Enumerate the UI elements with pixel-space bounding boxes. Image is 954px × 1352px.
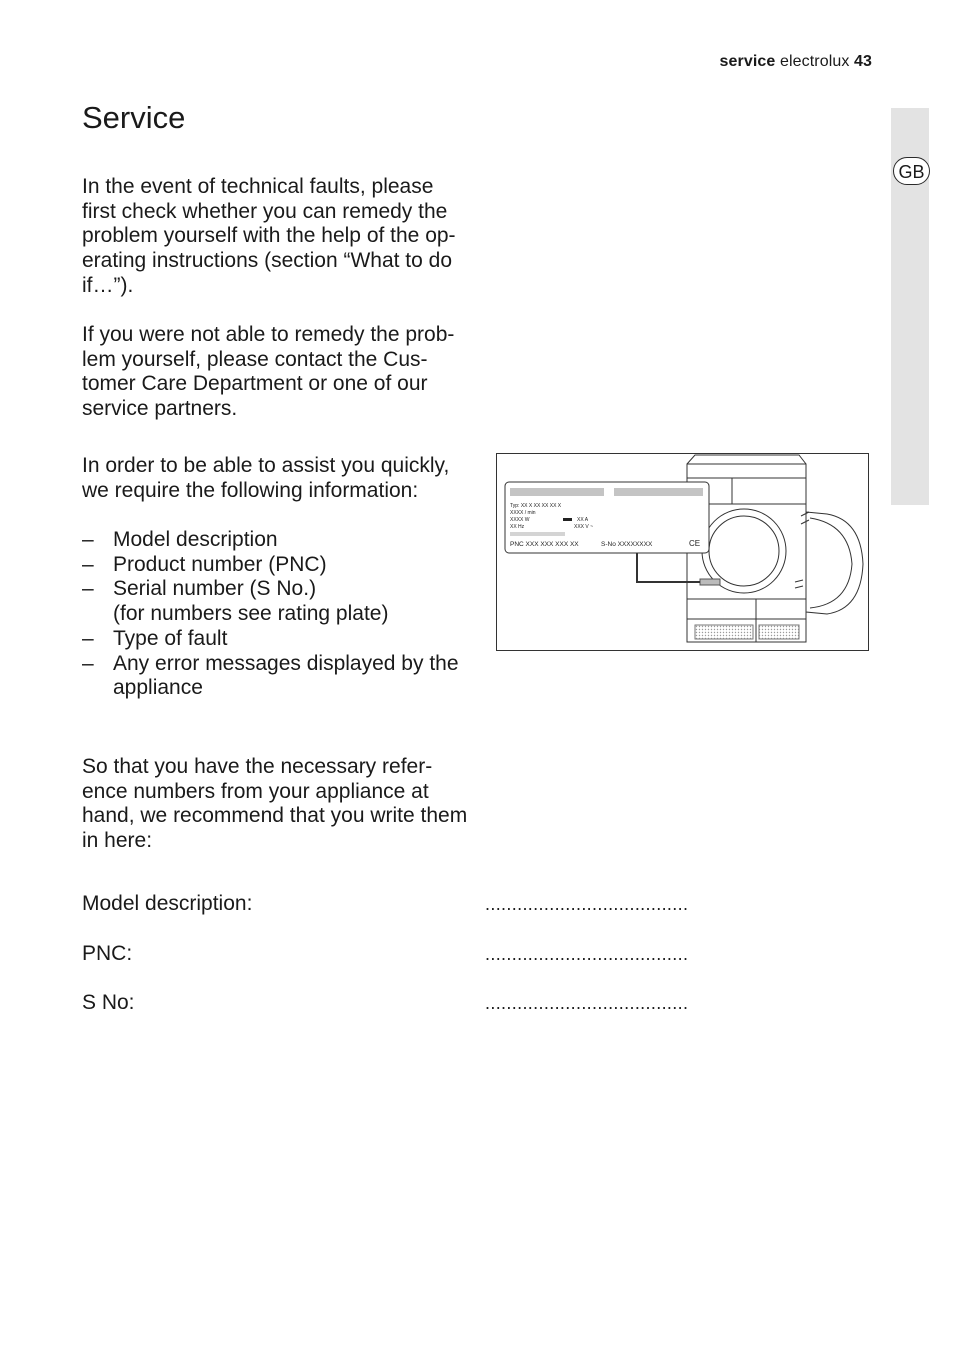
ce-mark-icon: CE [689,539,701,548]
pnc-field [82,941,722,967]
list-item-text: Model description [113,528,278,551]
list-item-text: Serial number (S No.) [113,577,317,601]
contact-paragraph: If you were not able to remedy the prob-lem yourself, please contact the Cus-tomer Care Department or one of our service partners. [82,323,455,421]
list-item [82,627,472,652]
plate-speed-line: XXXX / min [510,510,536,516]
header-section: service [719,53,776,70]
list-item-text: Type of fault [113,626,228,650]
required-info-list [82,528,472,701]
recommend-paragraph: So that you have the necessary refer-ence numbers from your appliance at hand, we recommend that you write them in here: [82,755,468,853]
list-dash: – [82,552,94,576]
plate-frequency-line: XX Hz [510,524,525,530]
field-label: S No: [82,991,135,1014]
plate-pnc: PNC XXX XXX XXX XX [510,541,579,548]
field-label: Model description: [82,892,253,915]
plate-serial: S-No XXXXXXXX [601,541,653,548]
leader-line [637,552,700,582]
rating-plate [505,482,709,553]
list-dash: – [82,577,94,601]
field-label: PNC: [82,942,133,965]
list-dash: – [82,626,94,650]
page-title: Service [82,100,186,135]
intro-paragraph: In the event of technical faults, please first check whether you can remedy the problem yourself with the help of the op-erating instructions (section “What to do if…”). [82,175,456,297]
dryer-icon [687,455,863,642]
serial-number-field [82,990,722,1016]
write-in-line: ...................................... [485,993,689,1013]
plate-power-line: XXXX W [510,517,530,523]
write-in-line: ...................................... [485,894,689,914]
page-number: 43 [854,53,872,70]
list-item [82,528,472,553]
header-brand: electrolux [779,53,850,70]
language-badge: GB [893,157,930,185]
list-item [82,577,472,626]
list-item-text: Any error messages displayed by the appliance [113,651,459,700]
plate-type-line: Typ: XX X XX XX XX X [510,503,562,509]
plate-current-line: XX A [577,517,589,523]
plate-voltage-line: XXX V ~ [574,524,594,530]
info-needed-paragraph: In order to be able to assist you quickly, we require the following information: [82,454,450,502]
write-in-line: ...................................... [485,944,689,964]
list-item [82,652,472,701]
list-dash: – [82,528,94,551]
rating-plate-figure [496,453,869,651]
list-dash: – [82,651,94,675]
list-item-text: Product number (PNC) [113,552,327,576]
dryer-illustration [497,454,868,650]
model-description-field [82,891,722,917]
list-item [82,553,472,578]
list-item-subtext: (for numbers see rating plate) [113,602,389,626]
running-header [720,53,872,71]
